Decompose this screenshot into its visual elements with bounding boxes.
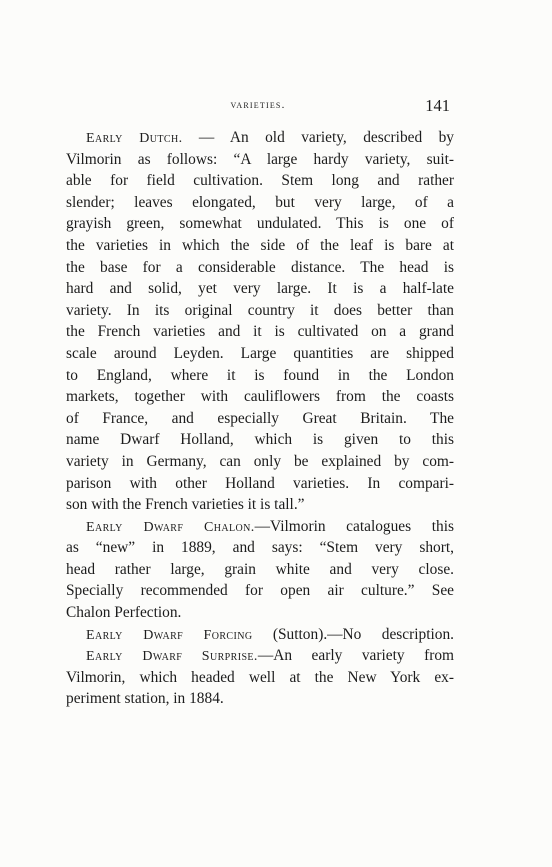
text-line: son with the French varieties it is tall.”: [66, 496, 305, 514]
text-line: the varieties in which the side of the leaf is bare at: [66, 236, 454, 254]
text-line: [66, 624, 454, 646]
text-line: the base for a considerable distance. The head is: [66, 258, 454, 276]
text-line: markets, together with cauliflowers from the coasts: [66, 388, 454, 406]
entry-early-dwarf-forcing: [66, 624, 454, 646]
text-line: periment station, in 1884.: [66, 690, 224, 708]
entry-early-dwarf-surprise: [66, 645, 454, 710]
text-line: to England, where it is found in the London: [66, 366, 454, 384]
text-line: [66, 516, 454, 538]
body-text: [66, 127, 454, 710]
line-text: —Vilmorin catalogues this: [254, 517, 454, 535]
text-line: name Dwarf Holland, which is given to this: [66, 431, 454, 449]
text-line: the French varieties and it is cultivated on a grand: [66, 323, 454, 341]
line-text: — An old variety, described by: [182, 129, 454, 146]
text-line: as “new” in 1889, and says: “Stem very short,: [66, 539, 454, 557]
text-line: parison with other Holland varieties. In compari-: [66, 474, 454, 492]
text-line: of France, and especially Great Britain. The: [66, 409, 454, 427]
entry-heading: Early Dwarf Forcing: [86, 627, 253, 643]
entry-heading: Early Dwarf Chalon.: [86, 519, 255, 535]
page-number: 141: [425, 96, 450, 115]
entry-heading: Early Dutch.: [86, 131, 183, 146]
page-header: [66, 96, 450, 120]
text-line: variety in Germany, can only be explained by com-: [66, 452, 454, 470]
text-line: grayish green, somewhat undulated. This is one of: [66, 215, 454, 233]
text-line: scale around Leyden. Large quantities are shipped: [66, 344, 454, 362]
text-line: [66, 127, 454, 149]
line-text: —An early variety from: [257, 647, 454, 665]
text-line: head rather large, grain white and very close.: [66, 560, 454, 578]
entry-early-dwarf-chalon: [66, 516, 454, 624]
text-line: Specially recommended for open air culture.” See: [66, 582, 454, 600]
text-line: slender; leaves elongated, but very large, of a: [66, 193, 454, 211]
line-text: (Sutton).—No description.: [252, 625, 454, 643]
text-line: [66, 645, 454, 667]
text-line: hard and solid, yet very large. It is a half-late: [66, 280, 454, 298]
running-head: varieties.: [230, 99, 286, 111]
text-line: able for field cultivation. Stem long and rather: [66, 172, 454, 190]
text-line: Vilmorin as follows: “A large hardy variety, suit-: [66, 150, 454, 168]
text-line: Vilmorin, which headed well at the New York ex-: [66, 668, 454, 686]
text-line: variety. In its original country it does better than: [66, 301, 454, 319]
text-line: Chalon Perfection.: [66, 604, 182, 622]
entry-heading: Early Dwarf Surprise.: [86, 649, 258, 665]
entry-early-dutch: [66, 127, 454, 516]
